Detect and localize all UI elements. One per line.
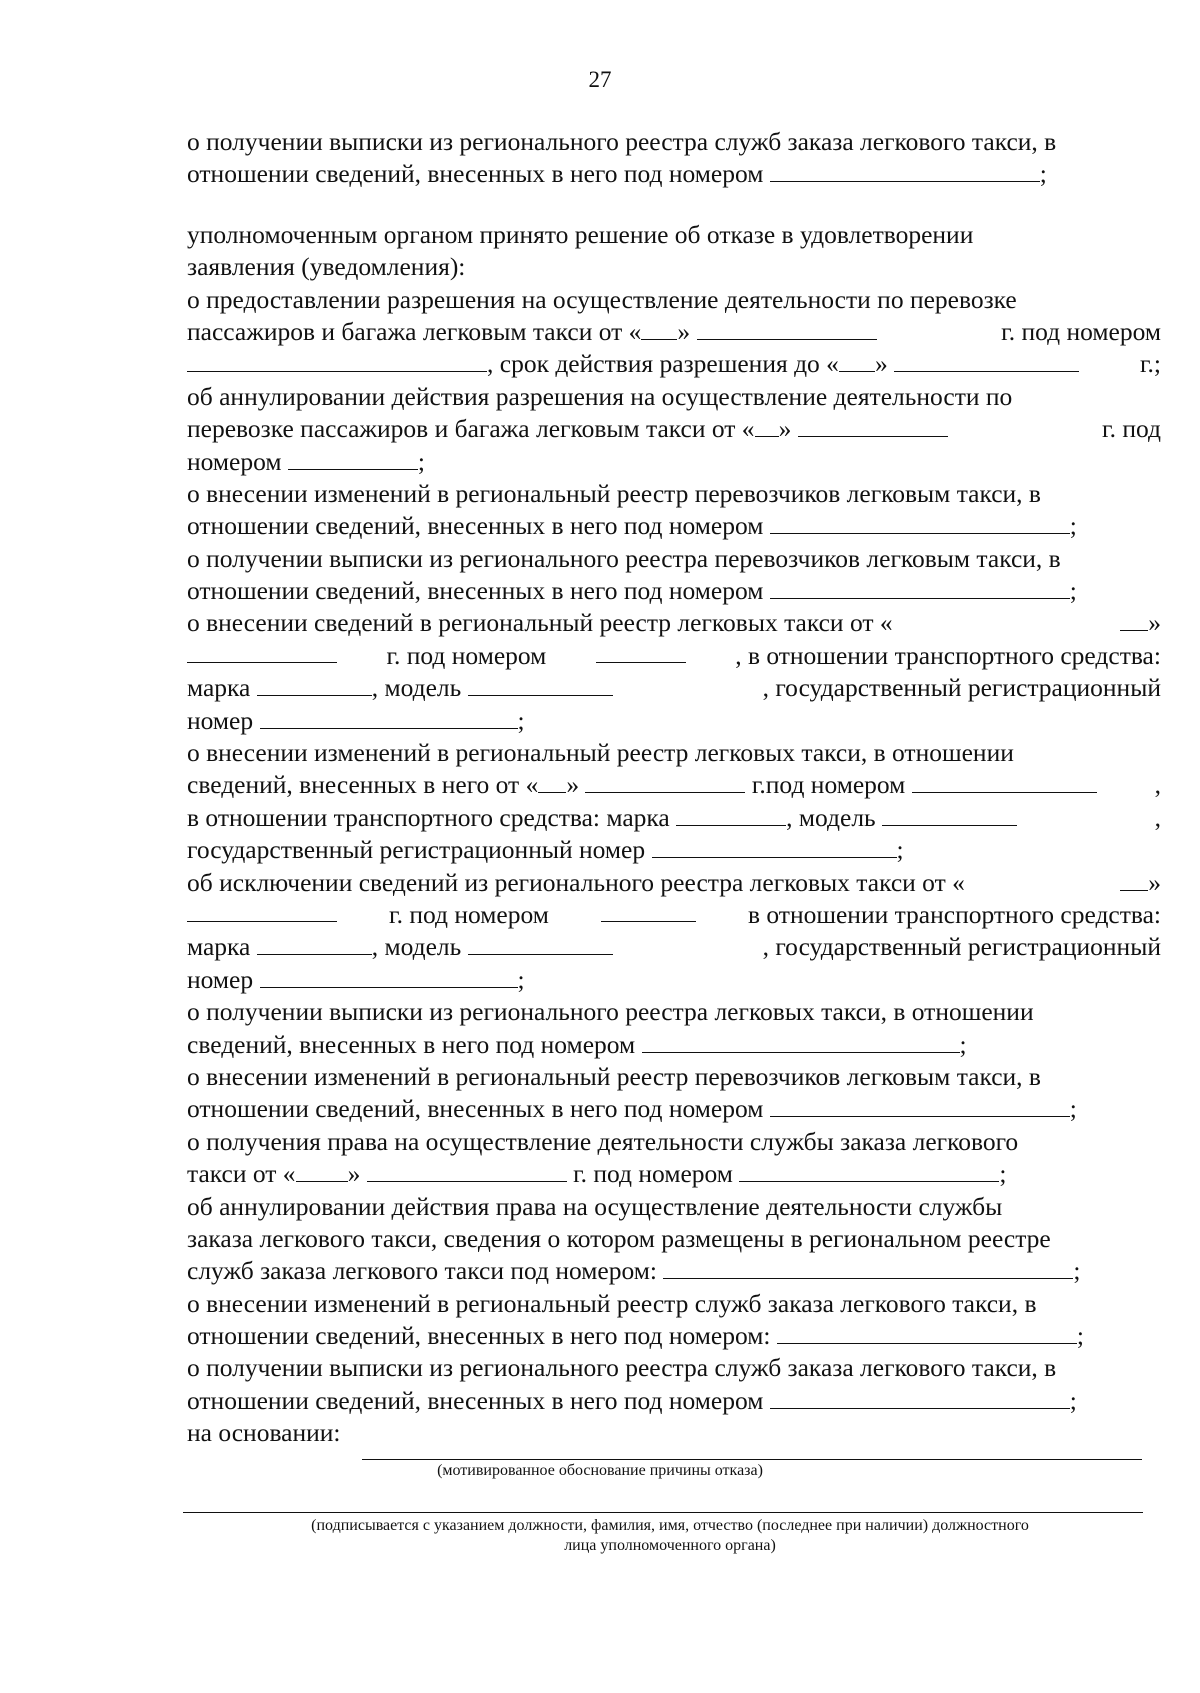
text-line: отношении сведений, внесенных в него под номером ; (187, 576, 1077, 606)
blank-field[interactable] (739, 1159, 999, 1182)
blank-field[interactable] (468, 673, 613, 696)
blank-field[interactable] (601, 899, 696, 922)
reason-field-line[interactable] (362, 1459, 1142, 1460)
text-line: о внесении изменений в региональный реестр перевозчиков легковым такси, в (187, 478, 1041, 508)
blank-field[interactable] (755, 414, 779, 437)
blank-field[interactable] (642, 1030, 960, 1053)
blank-field[interactable] (676, 803, 786, 826)
text-line: заявления (уведомления): (187, 252, 466, 282)
text-line: о предоставлении разрешения на осуществление деятельности по перевозке (187, 284, 1017, 314)
text-line: марка , модель , государственный регистрационный (187, 673, 1161, 703)
text-line: о внесении сведений в региональный реестр легковых такси от « » (187, 608, 1161, 638)
blank-field[interactable] (770, 576, 1070, 599)
text-line: номер ; (187, 705, 525, 735)
text-line: о получении выписки из регионального реестра служб заказа легкового такси, в (187, 1353, 1057, 1383)
blank-field[interactable] (187, 349, 487, 372)
text-line: номером ; (187, 446, 425, 476)
text-line: об аннулировании действия права на осуществление деятельности службы (187, 1191, 1003, 1221)
blank-field[interactable] (663, 1256, 1073, 1279)
blank-field[interactable] (770, 1386, 1070, 1409)
text-line: отношении сведений, внесенных в него под номером ; (187, 1094, 1077, 1124)
text-line: перевозке пассажиров и багажа легковым такси от « » г. под (187, 414, 1161, 444)
blank-field[interactable] (777, 1321, 1077, 1344)
blank-field[interactable] (770, 159, 1040, 182)
text-line: о внесении изменений в региональный реестр служб заказа легкового такси, в (187, 1288, 1037, 1318)
blank-field[interactable] (912, 770, 1097, 793)
text-line: о внесении изменений в региональный реестр легковых такси, в отношении (187, 738, 1014, 768)
blank-field[interactable] (257, 932, 372, 955)
blank-field[interactable] (770, 511, 1070, 534)
blank-field[interactable] (296, 1159, 348, 1182)
reason-caption: (мотивированное обоснование причины отказа) (437, 1462, 763, 1479)
blank-field[interactable] (288, 447, 418, 470)
blank-field[interactable] (187, 899, 337, 922)
document-body (187, 126, 1161, 1450)
text-line: отношении сведений, внесенных в него под номером ; (187, 1385, 1077, 1415)
text-line: сведений, внесенных в него под номером ; (187, 1029, 967, 1059)
text-line: заказа легкового такси, сведения о котором размещены в региональном реестре (187, 1223, 1051, 1253)
blank-field[interactable] (839, 349, 875, 372)
text-line: государственный регистрационный номер ; (187, 835, 904, 865)
text-line: , срок действия разрешения до « » г.; (187, 348, 1161, 380)
blank-field[interactable] (652, 835, 897, 858)
blank-field[interactable] (1120, 868, 1148, 891)
text-line: об аннулировании действия разрешения на осуществление деятельности по (187, 381, 1013, 411)
signature-caption: (подписывается с указанием должности, фамилия, имя, отчество (последнее при наличии) должностного лица уполномоченного органа) (311, 1517, 1029, 1554)
text-line: такси от « » г. под номером ; (187, 1159, 1007, 1189)
text-line: о внесении изменений в региональный реестр перевозчиков легковым такси, в (187, 1061, 1041, 1091)
blank-field[interactable] (260, 706, 518, 729)
blank-field[interactable] (882, 803, 1017, 826)
blank-field[interactable] (770, 1094, 1070, 1117)
text-line: пассажиров и багажа легковым такси от « » г. под номером (187, 316, 1161, 346)
blank-field[interactable] (585, 770, 745, 793)
blank-field[interactable] (894, 349, 1079, 372)
text-line: о получении выписки из регионального реестра перевозчиков легковым такси, в (187, 543, 1061, 573)
text-line: сведений, внесенных в него от « » г.под номером , (187, 770, 1161, 800)
text-line: отношении сведений, внесенных в него под номером ; (187, 511, 1077, 541)
blank-field[interactable] (468, 932, 613, 955)
blank-field[interactable] (641, 317, 677, 340)
text-line: о получении выписки из регионального реестра служб заказа легкового такси, в (187, 127, 1057, 156)
blank-field[interactable] (538, 770, 566, 793)
text-line: отношении сведений, внесенных в него под номером ; (187, 159, 1047, 189)
text-line: на основании: (187, 1418, 341, 1448)
text-line: марка , модель , государственный регистрационный (187, 932, 1161, 962)
blank-field[interactable] (697, 317, 877, 340)
text-line: г. под номером в отношении транспортного средства: (187, 899, 1161, 931)
blank-field[interactable] (257, 673, 372, 696)
text-line: отношении сведений, внесенных в него под номером: ; (187, 1321, 1084, 1351)
text-line: служб заказа легкового такси под номером: ; (187, 1256, 1081, 1286)
blank-field[interactable] (596, 640, 686, 663)
text-line: в отношении транспортного средства: марка , модель , (187, 802, 1161, 832)
text-line: г. под номером , в отношении транспортного средства: (187, 640, 1161, 672)
blank-field[interactable] (260, 965, 518, 988)
blank-field[interactable] (367, 1159, 567, 1182)
page-number: 27 (588, 67, 612, 92)
blank-field[interactable] (798, 414, 948, 437)
text-line: об исключении сведений из регионального реестра легковых такси от « » (187, 867, 1161, 897)
blank-field[interactable] (1120, 608, 1148, 631)
text-line: о получении выписки из регионального реестра легковых такси, в отношении (187, 997, 1034, 1027)
blank-field[interactable] (187, 640, 337, 663)
text-line: уполномоченным органом принято решение об отказе в удовлетворении (187, 219, 974, 249)
text-line: номер ; (187, 964, 525, 994)
signature-line[interactable] (183, 1512, 1143, 1513)
text-line: о получения права на осуществление деятельности службы заказа легкового (187, 1126, 1019, 1156)
